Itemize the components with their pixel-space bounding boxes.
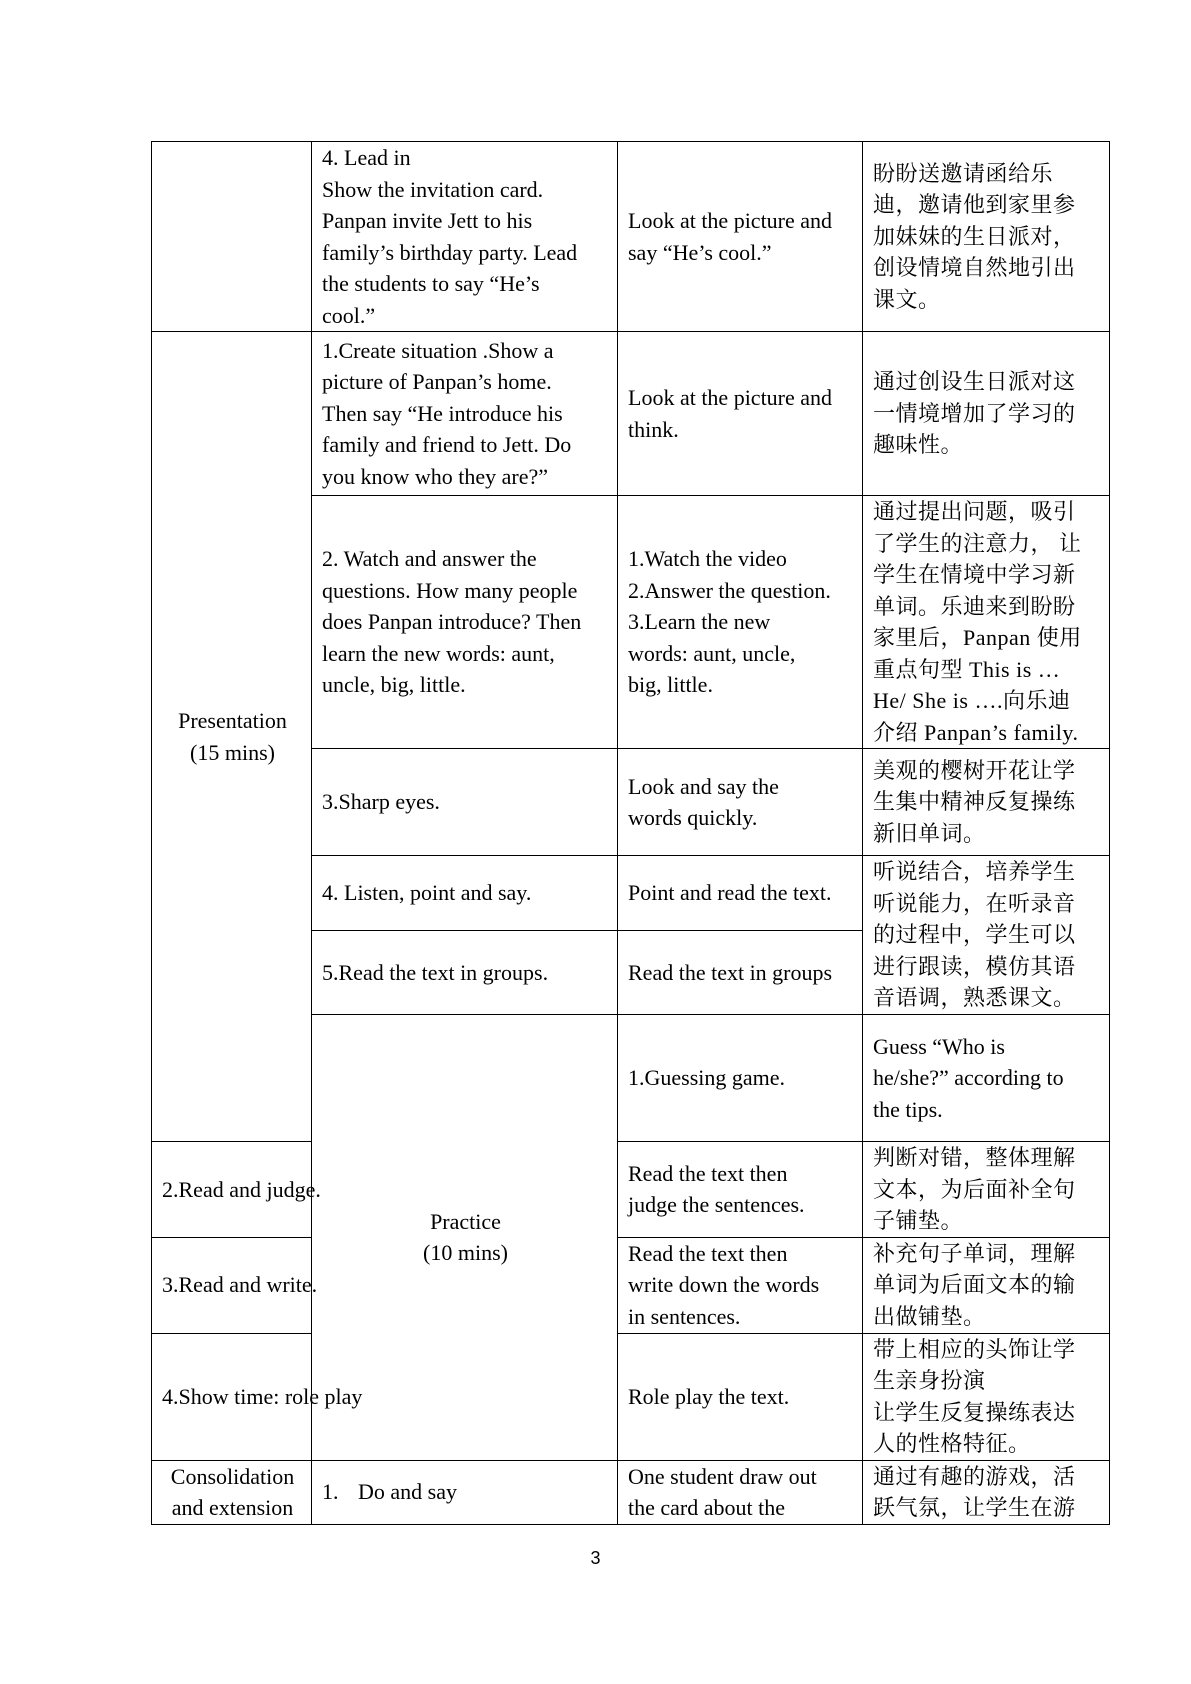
cell-line: the card about the [628,1495,785,1520]
cell-line: 单词。乐迪来到盼盼 [873,593,1076,619]
activity-text: Do and say [358,1479,457,1505]
lesson-plan-table [151,141,1110,1525]
cell-line: 2.Read and judge. [162,1176,321,1202]
cell-line: uncle, big, little. [322,672,466,698]
cell-line: 出做铺垫。 [873,1303,986,1329]
cell-line: 一情境增加了学习的 [873,400,1076,426]
purpose-cell [863,332,1110,496]
table-row [152,1333,1110,1460]
stage-name: Practice [430,1208,501,1234]
purpose-cell [863,496,1110,749]
cell-line: 跃气氛，让学生在游 [873,1495,1076,1520]
cell-line: 4. Listen, point and say. [322,880,532,906]
cell-line: Panpan invite Jett to his [322,208,533,233]
cell-line: 听说能力，在听录音 [873,890,1076,916]
stage-cell-presentation [152,332,312,1142]
teacher-activity-cell [312,931,618,1015]
cell-line: 人的性格特征。 [873,1431,1031,1456]
cell-line: he/she?” according to [873,1065,1064,1091]
cell-line: picture of Panpan’s home. [322,369,552,395]
cell-line: Role play the text. [628,1383,790,1409]
stage-duration: (10 mins) [423,1240,508,1266]
cell-line: Look at the picture and [628,385,833,410]
cell-line: 3.Learn the new [628,609,771,635]
student-activity-cell [618,142,863,332]
cell-line: 4. Lead in [322,145,411,170]
cell-line: Read the text then [628,1240,788,1266]
cell-line: 1.Create situation .Show a [322,337,554,363]
cell-line: words: aunt, uncle, [628,640,796,666]
cell-line: 补充句子单词，理解 [873,1240,1076,1266]
student-activity-cell [618,332,863,496]
student-activity-cell [618,1237,863,1333]
stage-cell-empty [152,142,312,332]
cell-line: 的过程中，学生可以 [873,922,1076,948]
purpose-cell [863,142,1110,332]
cell-line: 3.Read and write. [162,1272,318,1298]
cell-line: Read the text then [628,1160,788,1186]
purpose-cell [863,1460,1110,1524]
cell-line: 美观的樱树开花让学 [873,757,1076,783]
teacher-activity-cell [312,1460,618,1524]
cell-line: Show the invitation card. [322,176,544,202]
cell-line: 听说结合，培养学生 [873,859,1076,885]
cell-line: the students to say “He’s [322,271,540,296]
cell-line: big, little. [628,672,713,698]
teacher-activity-cell [152,1333,363,1460]
cell-line: 家里后，Panpan 使用 [873,625,1082,650]
table-row [152,332,1110,496]
cell-line: Point and read the text. [628,880,832,906]
cell-line: 子铺垫。 [873,1208,964,1233]
teacher-activity-cell [312,749,618,856]
cell-line: does Panpan introduce? Then [322,609,582,635]
purpose-cell [863,1142,1110,1238]
purpose-cell [863,749,1110,856]
stage-cell-consolidation [152,1460,312,1524]
cell-line: 课文。 [873,286,941,312]
cell-line: He/ She is ….向乐迪 [873,688,1071,713]
stage-duration: (15 mins) [190,739,275,765]
cell-line: Look and say the [628,773,779,799]
cell-line: 新旧单词。 [873,820,986,846]
cell-line: 了学生的注意力， 让 [873,530,1082,556]
teacher-activity-cell [312,332,618,496]
stage-name: Consolidation [170,1463,295,1489]
cell-line: 4.Show time: role play [162,1383,363,1409]
list-number: 1. [322,1479,339,1505]
student-activity-cell [618,1142,863,1238]
cell-line: 生亲身扮演 [873,1368,986,1393]
student-activity-cell [618,1333,863,1460]
stage-name-cont: and extension [171,1495,294,1520]
cell-line: 重点句型 This is … [873,656,1061,682]
cell-line [322,1476,609,1508]
cell-line: 进行跟读，模仿其语 [873,953,1076,979]
student-activity-cell [618,749,863,856]
cell-line: 5.Read the text in groups. [322,959,549,985]
table-row [152,1237,1110,1333]
student-activity-cell [618,496,863,749]
cell-line: say “He’s cool.” [628,239,772,265]
cell-line: write down the words [628,1272,820,1298]
cell-line: One student draw out [628,1463,817,1489]
cell-line: 创设情境自然地引出 [873,255,1076,281]
cell-line: family and friend to Jett. Do [322,432,572,458]
teacher-activity-cell [618,1015,863,1142]
cell-line: in sentences. [628,1303,741,1329]
purpose-cell [863,1333,1110,1460]
cell-line: 趣味性。 [873,432,964,458]
cell-line: 通过提出问题，吸引 [873,499,1076,524]
cell-line: Read the text in groups [628,959,833,985]
cell-line: 盼盼送邀请函给乐 [873,160,1054,186]
cell-line: judge the sentences. [628,1192,805,1218]
cell-line: 通过创设生日派对这 [873,369,1076,395]
cell-line: 带上相应的头饰让学 [873,1336,1076,1362]
cell-line: 生集中精神反复操练 [873,789,1076,815]
cell-line: 1.Watch the video [628,546,787,572]
cell-line: Look at the picture and [628,208,833,233]
cell-line: you know who they are?” [322,463,549,489]
student-activity-cell [618,1460,863,1524]
cell-line: think. [628,416,679,442]
purpose-cell [863,1237,1110,1333]
cell-line: questions. How many people [322,577,578,603]
teacher-activity-cell [152,1237,318,1333]
cell-line: 3.Sharp eyes. [322,789,440,815]
cell-line: 通过有趣的游戏，活 [873,1463,1076,1489]
cell-line: 1.Guessing game. [628,1065,786,1091]
table-row [152,142,1110,332]
cell-line: learn the new words: aunt, [322,640,555,666]
table-row [152,1460,1110,1524]
cell-line: 判断对错，整体理解 [873,1145,1076,1170]
purpose-cell [863,856,1110,1015]
teacher-activity-cell [312,856,618,931]
page-number: 3 [590,1548,601,1568]
teacher-activity-cell [312,142,618,332]
cell-line: 2. Watch and answer the [322,546,537,572]
cell-line: Then say “He introduce his [322,400,563,426]
teacher-activity-cell [152,1142,321,1238]
cell-line: 2.Answer the question. [628,577,831,603]
cell-line: words quickly. [628,805,758,830]
cell-line: 单词为后面文本的输 [873,1272,1076,1298]
cell-line: 文本，为后面补全句 [873,1176,1076,1202]
table-row [152,1142,1110,1238]
teacher-activity-cell [312,496,618,749]
cell-line: 介绍 Panpan’s family. [873,719,1079,745]
cell-line: 音语调，熟悉课文。 [873,985,1076,1011]
cell-line: cool.” [322,302,376,328]
cell-line: family’s birthday party. Lead [322,239,578,265]
cell-line: 迪，邀请他到家里参 [873,192,1076,218]
student-activity-cell [618,856,863,931]
student-activity-cell [618,931,863,1015]
cell-line: 加妹妹的生日派对， [873,223,1076,249]
cell-line: 让学生反复操练表达 [873,1399,1076,1425]
cell-line: Guess “Who is [873,1033,1005,1059]
stage-name: Presentation [178,708,287,733]
student-activity-cell [863,1015,1110,1142]
cell-line: the tips. [873,1096,943,1122]
cell-line: 学生在情境中学习新 [873,562,1076,587]
